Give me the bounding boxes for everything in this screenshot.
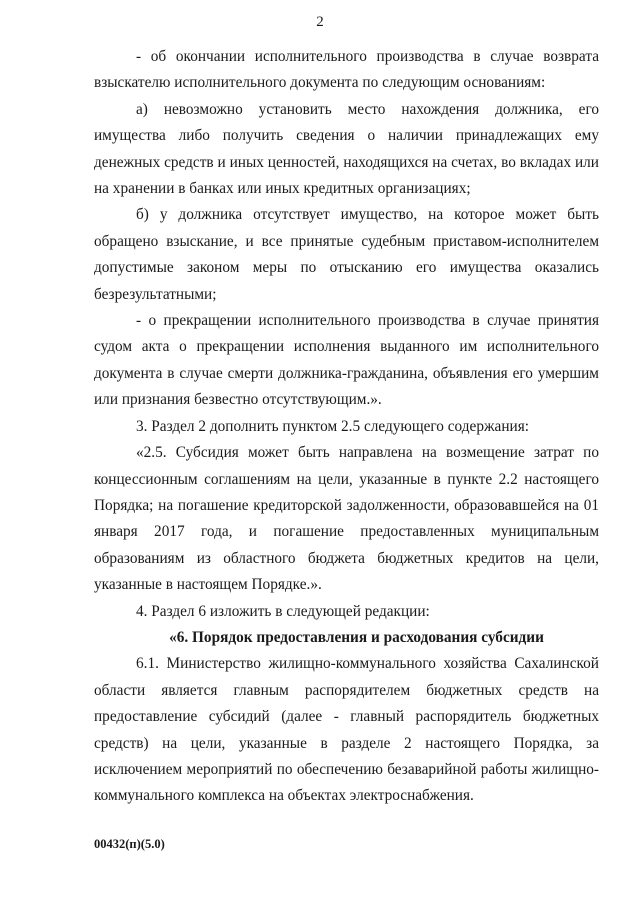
paragraph-clause-2-5: «2.5. Субсидия может быть направлена на возмещение затрат по концессионным соглашениям на цели, указанные в пункте 2.2 настоящего Порядка; на погашение кредиторской задолженности, образовавшейся на 01 января 2017 года, и погашение предоставленных муниципальным образованиям из областного бюджета бюджетных кредитов на цели, указанные в настоящем Порядке.». bbox=[94, 444, 599, 594]
paragraph-termination: - о прекращении исполнительного производства в случае принятия судом акта о прекращении исполнения выданного им исполнительного документа в случае смерти должника-гражданина, объявления его умершим или признания безвестно отсутствующим.». bbox=[94, 312, 599, 409]
paragraph-section-2-amendment: 3. Раздел 2 дополнить пунктом 2.5 следующего содержания: bbox=[136, 417, 529, 435]
paragraph-end-of-proceedings: - об окончании исполнительного производства в случае возврата взыскателю исполнительного документа по следующим основаниям: bbox=[94, 48, 599, 92]
paragraph-item-b: б) у должника отсутствует имущество, на которое может быть обращено взыскание, и все принятые судебным приставом-исполнителем допустимые законом меры по отысканию его имущества оказались безрезультатными; bbox=[94, 206, 599, 303]
section-6-heading: «6. Порядок предоставления и расходования субсидии bbox=[169, 628, 544, 646]
paragraph-section-6-amendment: 4. Раздел 6 изложить в следующей редакции: bbox=[136, 602, 430, 620]
document-code: 00432(п)(5.0) bbox=[94, 837, 165, 851]
paragraph-item-a: а) невозможно установить место нахождения должника, его имущества либо получить сведения о наличии принадлежащих ему денежных средств и иных ценностей, находящихся на счетах, во вкладах или на хранении в банках или иных кредитных организациях; bbox=[94, 100, 599, 198]
page-number: 2 bbox=[316, 14, 324, 30]
paragraph-clause-6-1: 6.1. Министерство жилищно-коммунального хозяйства Сахалинской области является главным распорядителем бюджетных средств на предоставление субсидий (далее - главный распорядитель бюджетных средств) на цели, указанные в разделе 2 настоящего Порядка, за исключением мероприятий по обеспечению безаварийной работы жилищно-коммунального комплекса на объектах электроснабжения. bbox=[94, 655, 599, 805]
document-body bbox=[94, 44, 599, 810]
